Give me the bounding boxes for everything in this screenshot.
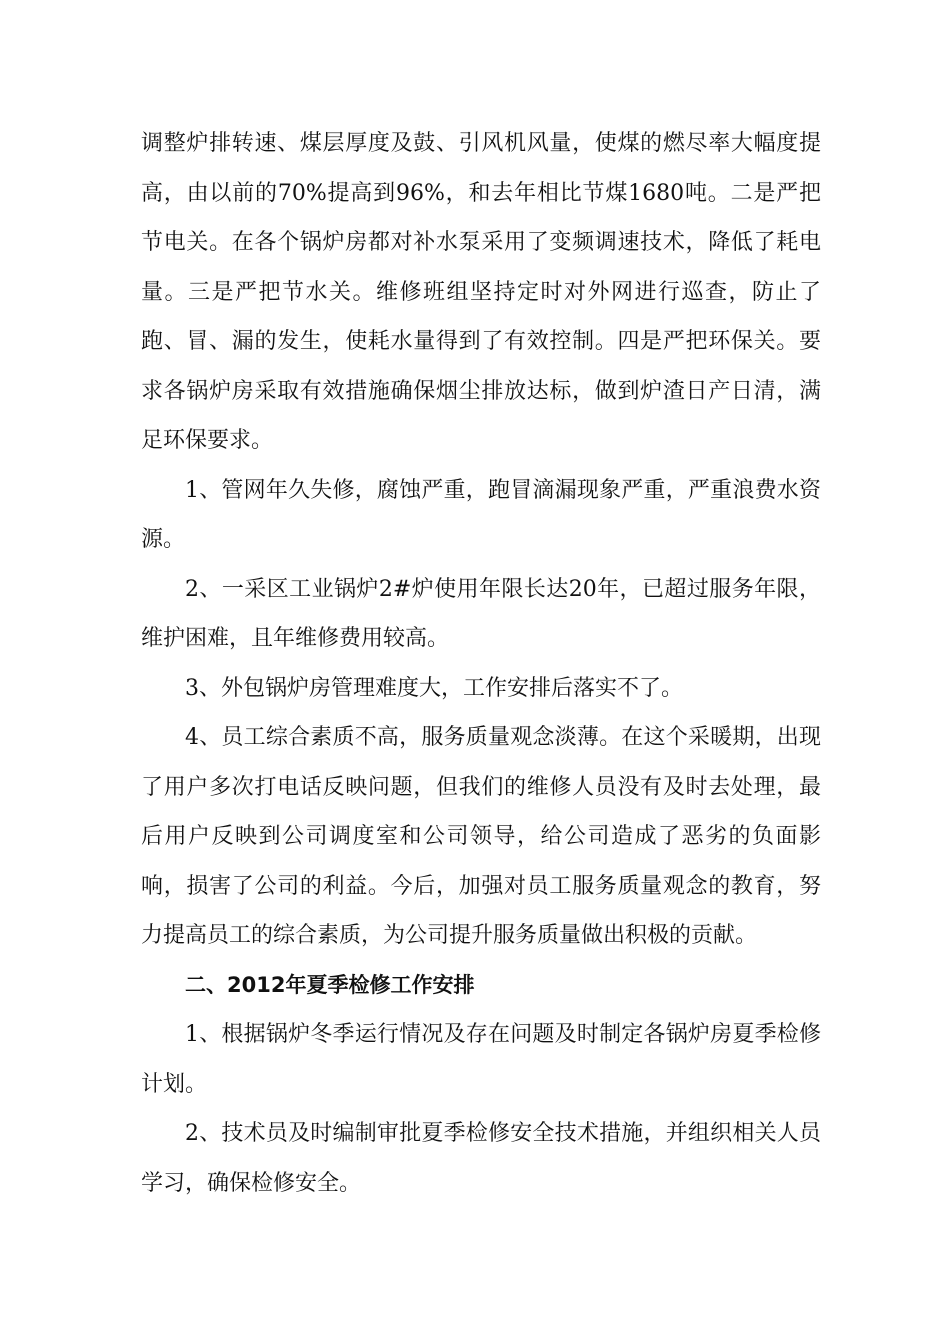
paragraph-issue-1: 1、管网年久失修，腐蚀严重，跑冒滴漏现象严重，严重浪费水资源。 [141,477,821,552]
section-heading: 二、2012年夏季检修工作安排 [185,972,475,997]
paragraph-issue-3: 3、外包锅炉房管理难度大，工作安排后落实不了。 [185,675,683,701]
paragraph-plan-1: 1、根据锅炉冬季运行情况及存在问题及时制定各锅炉房夏季检修计划。 [141,1022,821,1097]
paragraph-issue-2: 2、一采区工业锅炉2#炉使用年限长达20年，已超过服务年限，维护困难，且年维修费用较高。 [141,576,821,651]
paragraph-issue-4: 4、员工综合素质不高，服务质量观念淡薄。在这个采暖期，出现了用户多次打电话反映问题，但我们的维修人员没有及时去处理，最后用户反映到公司调度室和公司领导，给公司造成了恶劣的负面影响，损害了公司的利益。今后，加强对员工服务质量观念的教育，努力提高员工的综合素质，为公司提升服务质量做出积极的贡献。 [141,725,821,948]
document-body [141,119,821,1208]
paragraph-plan-2: 2、技术员及时编制审批夏季检修安全技术措施，并组织相关人员学习，确保检修安全。 [141,1121,821,1196]
paragraph-energy-saving: 调整炉排转速、煤层厚度及鼓、引风机风量，使煤的燃尽率大幅度提高，由以前的70%提高到96%，和去年相比节煤1680吨。二是严把节电关。在各个锅炉房都对补水泵采用了变频调速技术，降低了耗电量。三是严把节水关。维修班组坚持定时对外网进行巡查，防止了跑、冒、漏的发生，使耗水量得到了有效控制。四是严把环保关。要求各锅炉房采取有效措施确保烟尘排放达标，做到炉渣日产日清，满足环保要求。 [141,131,821,453]
